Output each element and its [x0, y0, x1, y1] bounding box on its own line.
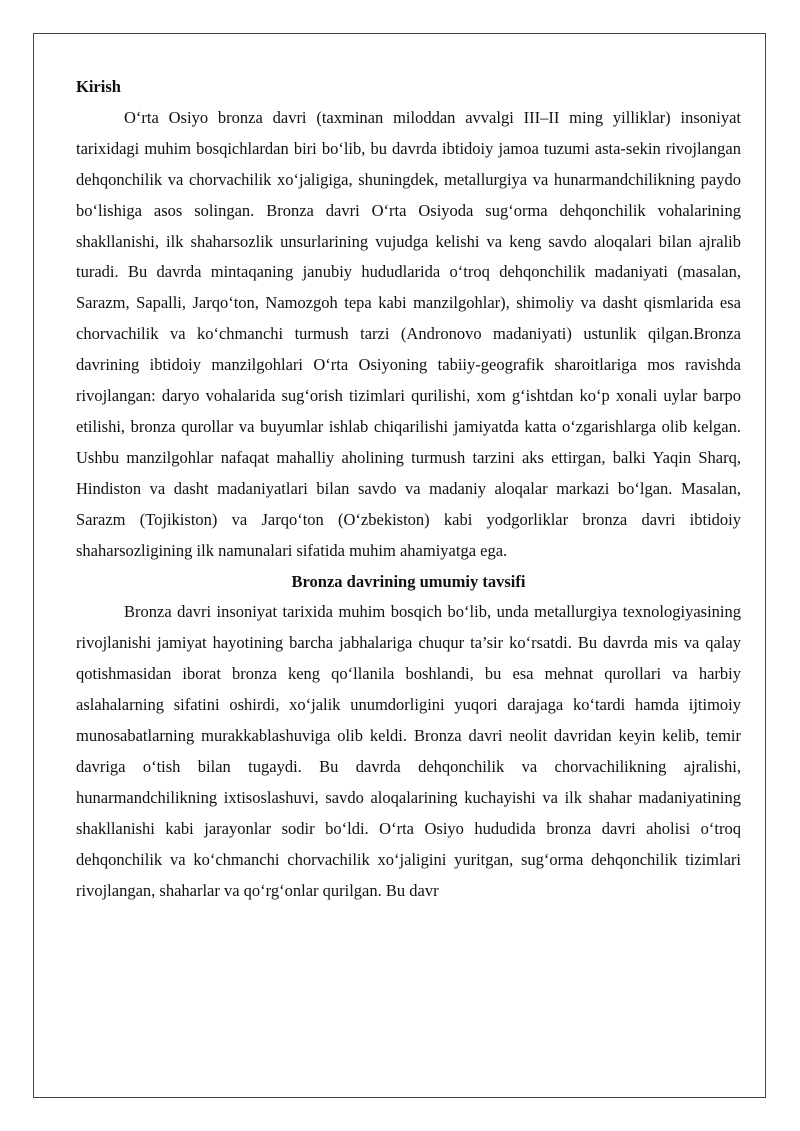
section-heading-introduction: Kirish [76, 77, 121, 96]
section-heading-general-description: Bronza davrining umumiy tavsifi [291, 571, 526, 591]
paragraph-general-description: Bronza davri insoniyat tarixida muhim bosqich bo‘lib, unda metallurgiya texnologiyasining rivojlanishi jamiyat hayotining barcha jabhalariga chuqur ta’sir ko‘rsatdi. Bu davrda mis va qalay qotishmasidan iborat bronza keng qo‘llanila boshlandi, bu esa mehnat qurollari va harbiy aslahalarning sifatini oshirdi, xo‘jalik unumdorligini yuqori darajaga ko‘tardi hamda ijtimoiy munosabatlarning murakkablashuviga olib keldi. Bronza davri neolit davridan keyin kelib, temir davriga o‘tish bilan tugaydi. Bu davrda dehqonchilik va chorvachilikning ajralishi, hunarmandchilikning ixtisoslashuvi, savdo aloqalarining kuchayishi va ilk shahar madaniyatining shakllanishi kabi jarayonlar sodir bo‘ldi. O‘rta Osiyo hududida bronza davri aholisi o‘troq dehqonchilik va ko‘chmanchi chorvachilik xo‘jaligini yuritgan, sug‘orma dehqonchilik tizimlari rivojlangan, shaharlar va qo‘rg‘onlar qurilgan. Bu davr [76, 602, 741, 900]
document-body [76, 72, 741, 906]
paragraph-introduction: O‘rta Osiyo bronza davri (taxminan miloddan avvalgi III–II ming yilliklar) insoniyat tarixidagi muhim bosqichlardan biri bo‘lib, bu davrda ibtidoiy jamoa tuzumi asta-sekin rivojlangan dehqonchilik va chorvachilik xo‘jaligiga, shuningdek, metallurgiya va hunarmandchilikning paydo bo‘lishiga asos solingan. Bronza davri O‘rta Osiyoda sug‘orma dehqonchilik vohalarining shakllanishi, ilk shaharsozlik unsurlarining vujudga kelishi va keng savdo aloqalari bilan ajralib turadi. Bu davrda mintaqaning janubiy hududlarida o‘troq dehqonchilik madaniyati (masalan, Sarazm, Sapalli, Jarqo‘ton, Namozgoh tepa kabi manzilgohlar), shimoliy va dasht qismlarida esa chorvachilik va ko‘chmanchi turmush tarzi (Andronovo madaniyati) ustunlik qilgan.Bronza davrining ibtidoiy manzilgohlari O‘rta Osiyoning tabiiy-geografik sharoitlariga mos ravishda rivojlangan: daryo vohalarida sug‘orish tizimlari qurilishi, xom g‘ishtdan ko‘p xonali uylar barpo etilishi, bronza qurollar va buyumlar ishlab chiqarilishi jamiyatda katta o‘zgarishlarga olib kelgan. Ushbu manzilgohlar nafaqat mahalliy aholining turmush tarzini aks ettirgan, balki Yaqin Sharq, Hindiston va dasht madaniyatlari bilan savdo va madaniy aloqalar markazi bo‘lgan. Masalan, Sarazm (Tojikiston) va Jarqo‘ton (O‘zbekiston) kabi yodgorliklar bronza davri ibtidoiy shaharsozligining ilk namunalari sifatida muhim ahamiyatga ega. [76, 107, 741, 560]
